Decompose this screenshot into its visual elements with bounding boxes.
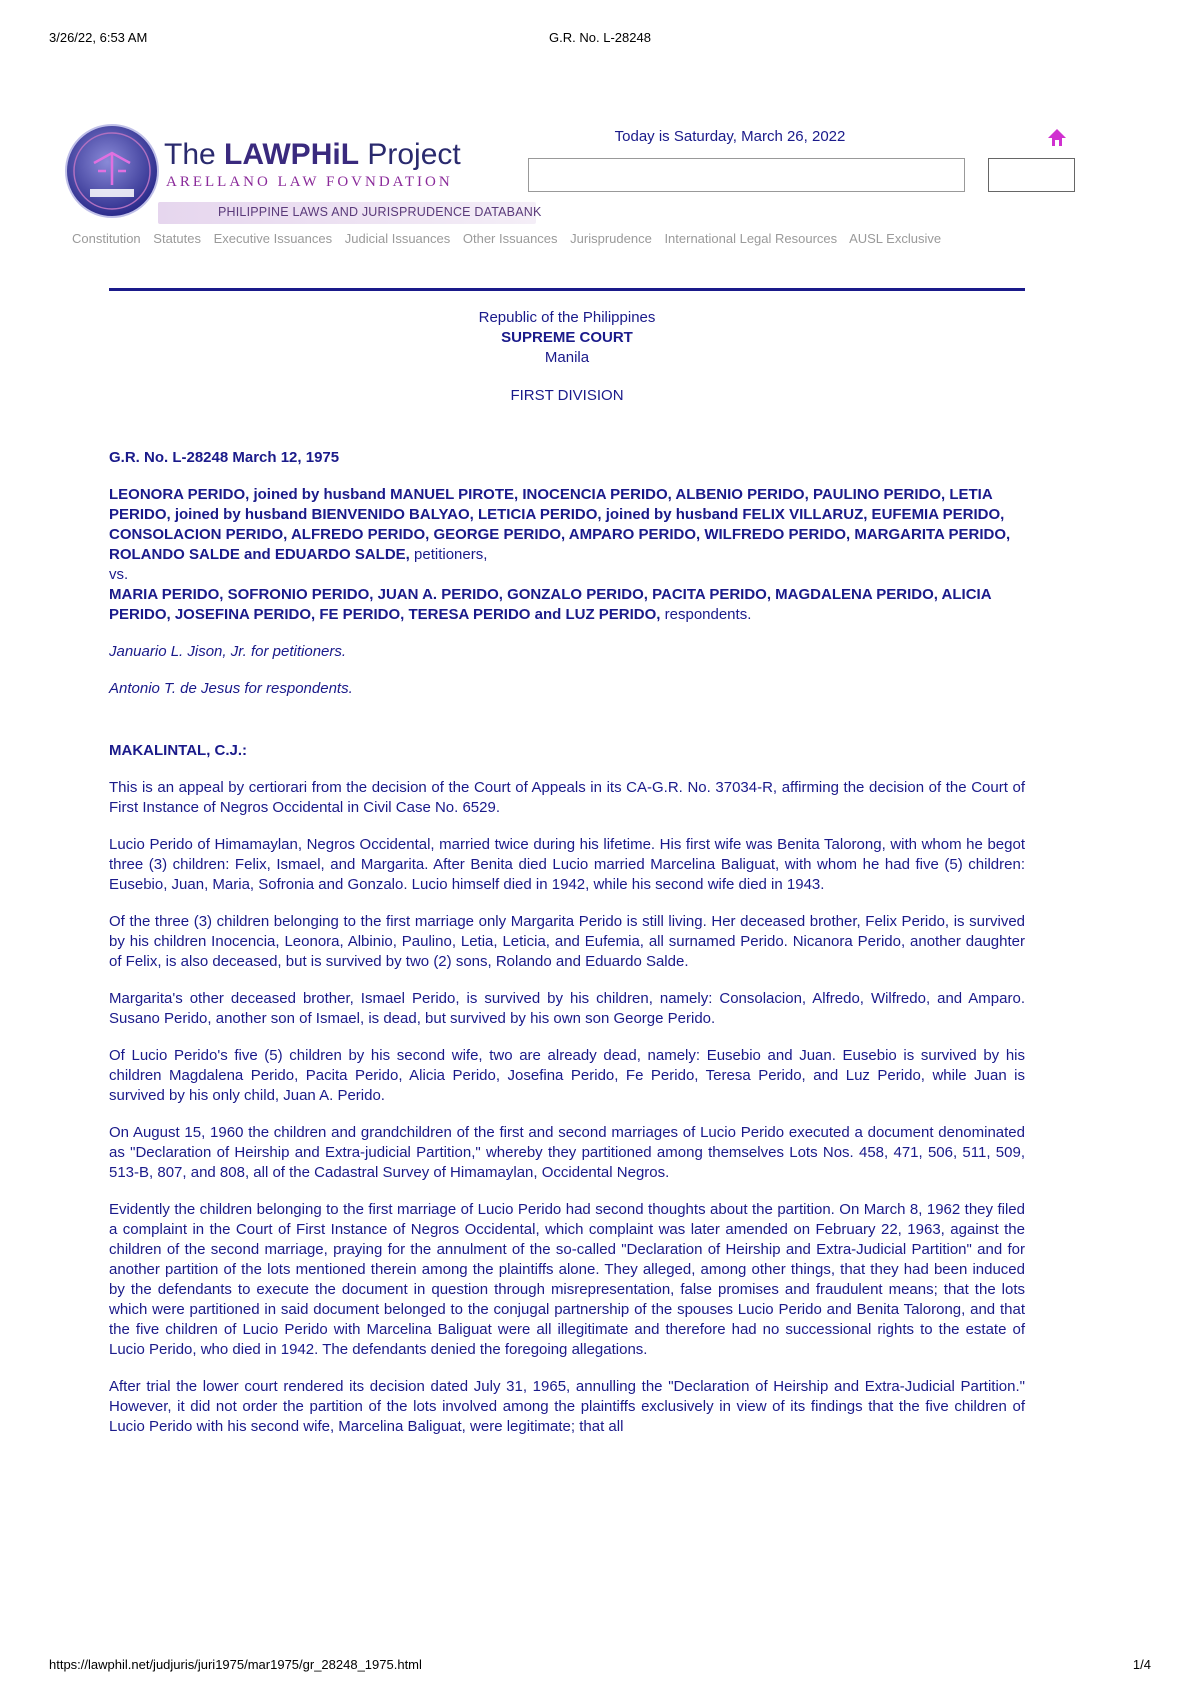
case-parties bbox=[109, 485, 1025, 625]
body-paragraph: Lucio Perido of Himamaylan, Negros Occidental, married twice during his lifetime. His first wife was Benita Talorong, with whom he begot three (3) children: Felix, Ismael, and Margarita. After Benita died Lucio married Marcelina Baliguat, with whom he had five (5) children: Eusebio, Juan, Maria, Sofronia and Gonzalo. Lucio himself died in 1942, while his second wife died in 1943. bbox=[109, 836, 1025, 893]
body-paragraph: After trial the lower court rendered its decision dated July 31, 1965, annulling the "Declaration of Heirship and Extra-Judicial Partition." However, it did not order the partition of the lots involved among the plaintiffs exclusively in view of its findings that the five children of Lucio Perido with his second wife, Marcelina Baliguat, were legitimate; that all bbox=[109, 1378, 1025, 1435]
logo-title: The LAWPHiL Project bbox=[164, 138, 461, 171]
databank-bar: PHILIPPINE LAWS AND JURISPRUDENCE DATABANK bbox=[158, 202, 536, 224]
counsel-respondents: Antonio T. de Jesus for respondents. bbox=[109, 680, 353, 697]
nav-international-legal-resources[interactable]: International Legal Resources bbox=[664, 231, 838, 246]
division: FIRST DIVISION bbox=[510, 387, 624, 404]
counsel-petitioners: Januario L. Jison, Jr. for petitioners. bbox=[109, 643, 347, 660]
petitioners-names: LEONORA PERIDO, joined by husband MANUEL PIROTE, INOCENCIA PERIDO, ALBENIO PERIDO, PAULINO PERIDO, LETIA PERIDO, joined by husband BIENVENIDO BALYAO, LETICIA PERIDO, joined by husband FELIX VILLARUZ, EUFEMIA PERIDO, CONSOLACION PERIDO, ALFREDO PERIDO, GEORGE PERIDO, AMPARO PERIDO, WILFREDO PERIDO, MARGARITA PERIDO, ROLANDO SALDE and EDUARDO SALDE, bbox=[109, 486, 1011, 563]
lawphil-seal-icon bbox=[64, 123, 160, 219]
body-paragraph: This is an appeal by certiorari from the decision of the Court of Appeals in its CA-G.R. No. 37034-R, affirming the decision of the Court of First Instance of Negros Occidental in Civil Case No. 6529. bbox=[109, 779, 1025, 816]
court-city: Manila bbox=[544, 349, 590, 366]
petitioners-role: petitioners, bbox=[409, 546, 488, 563]
republic-line: Republic of the Philippines bbox=[478, 309, 656, 326]
header-divider bbox=[109, 288, 1025, 291]
print-date: 3/26/22, 6:53 AM bbox=[49, 30, 148, 45]
print-header bbox=[49, 30, 1151, 50]
nav-constitution[interactable]: Constitution bbox=[72, 231, 141, 246]
print-title: G.R. No. L-28248 bbox=[549, 30, 651, 45]
nav-judicial-issuances[interactable]: Judicial Issuances bbox=[344, 231, 451, 246]
case-number: G.R. No. L-28248 March 12, 1975 bbox=[109, 449, 340, 466]
nav-statutes[interactable]: Statutes bbox=[153, 231, 201, 246]
body-paragraph: On August 15, 1960 the children and grandchildren of the first and second marriages of Lucio Perido executed a document denominated as "Declaration of Heirship and Extra-judicial Partition," whereby they partitioned among themselves Lots Nos. 458, 471, 506, 511, 509, 513-B, 807, and 808, all of the Cadastral Survey of Himamaylan, Occidental Negros. bbox=[109, 1124, 1025, 1181]
nav-ausl-exclusive[interactable]: AUSL Exclusive bbox=[849, 231, 942, 246]
body-paragraph: Margarita's other deceased brother, Ismael Perido, is survived by his children, namely: Consolacion, Alfredo, Wilfredo, and Amparo. Susano Perido, another son of Ismael, is dead, but survived by his own son George Perido. bbox=[109, 990, 1025, 1027]
body-paragraph: Evidently the children belonging to the first marriage of Lucio Perido had second thoughts about the partition. On March 8, 1962 they filed a complaint in the Court of First Instance of Negros Occidental, which complaint was later amended on February 22, 1963, against the children of the second marriage, praying for the annulment of the so-called "Declaration of Heirship and Extra-Judicial Partition" and for another partition of the lots mentioned therein among the plaintiffs alone. They alleged, among other things, that they had been induced by the defendants to execute the document in question through misrepresentation, false promises and fraudulent means; that the lots which were partitioned in said document belonged to the conjugal partnership of the spouses Lucio Perido and Benita Talorong, and that the five children of Lucio Perido with Marcelina Baliguat were all illegitimate and therefore had no successional rights to the estate of Lucio Perido, who died in 1942. The defendants denied the foregoing allegations. bbox=[109, 1201, 1025, 1358]
respondents-names: MARIA PERIDO, SOFRONIO PERIDO, JUAN A. PERIDO, GONZALO PERIDO, PACITA PERIDO, MAGDALENA PERIDO, ALICIA PERIDO, JOSEFINA PERIDO, FE PERIDO, TERESA PERIDO and LUZ PERIDO, bbox=[109, 586, 991, 623]
search-input[interactable] bbox=[528, 158, 965, 192]
main-nav bbox=[72, 231, 950, 246]
versus: vs. bbox=[109, 566, 129, 583]
nav-jurisprudence[interactable]: Jurisprudence bbox=[570, 231, 652, 246]
page-url: https://lawphil.net/judjuris/juri1975/mar1975/gr_28248_1975.html bbox=[49, 1657, 422, 1672]
today-date: Today is Saturday, March 26, 2022 bbox=[614, 128, 846, 145]
site-logo[interactable] bbox=[64, 120, 542, 232]
home-icon[interactable] bbox=[1046, 127, 1068, 149]
search-button[interactable] bbox=[988, 158, 1075, 192]
page-number: 1/4 bbox=[1132, 1657, 1151, 1672]
decision-document bbox=[109, 308, 1025, 1454]
nav-other-issuances[interactable]: Other Issuances bbox=[462, 231, 558, 246]
print-footer bbox=[49, 1657, 1151, 1677]
respondents-role: respondents. bbox=[660, 606, 752, 623]
ponente: MAKALINTAL, C.J.: bbox=[109, 742, 248, 759]
court-name: SUPREME COURT bbox=[501, 329, 633, 346]
nav-executive-issuances[interactable]: Executive Issuances bbox=[213, 231, 333, 246]
body-paragraph: Of the three (3) children belonging to the first marriage only Margarita Perido is still living. Her deceased brother, Felix Perido, is survived by his children Inocencia, Leonora, Albinio, Paulino, Letia, Leticia, and Eufemia, all surnamed Perido. Nicanora Perido, another daughter of Felix, is also deceased, but is survived by two (2) sons, Rolando and Eduardo Salde. bbox=[109, 913, 1025, 970]
logo-foundation: ARELLANO LAW FOVNDATION bbox=[166, 174, 453, 190]
body-paragraph: Of Lucio Perido's five (5) children by his second wife, two are already dead, namely: Eusebio and Juan. Eusebio is survived by his children Magdalena Perido, Pacita Perido, Alicia Perido, Josefina Perido, Fe Perido, Teresa Perido, and Luz Perido, while Juan is survived by his only child, Juan A. Perido. bbox=[109, 1047, 1025, 1104]
